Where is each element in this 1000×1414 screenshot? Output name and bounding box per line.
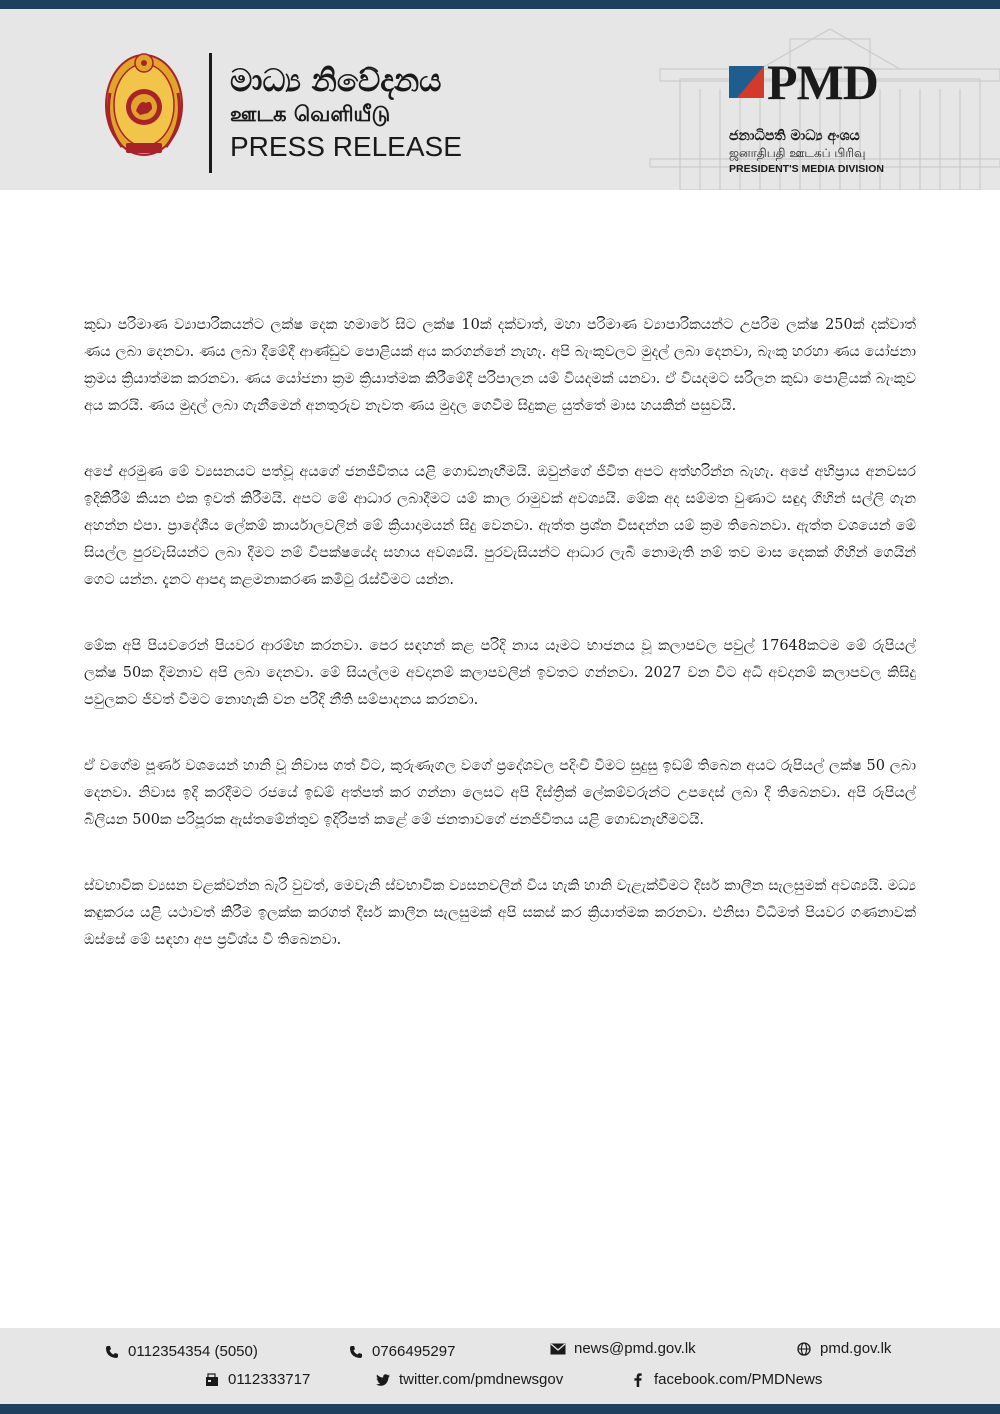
- facebook-link[interactable]: [630, 1371, 822, 1388]
- body-paragraph: අපේ අරමුණ මේ ව්‍යසනයට පත්වූ අයගේ ජනජීවිතය යළි ගොඩනැඟීමයි. ඔවුන්ගේ ජීවිත අපට අත්හරින්න බැහැ. අපේ අභිප්‍රාය අනවසර ඉදිකිරීම් කියන එක ඉවත් කිරීමයි. අපට මේ ආධාර ලබාදීමට යම් කාල රාමුවක් අවශ්‍යයි. මේක අද සම්මත වුණාට සඳුදා ගිහින් සල්ලි ගැන අහන්න එපා. ප්‍රාදේශීය ලේකම් කාර්යාලවලින් මේ ක්‍රියාදාමයන් සිදු වෙනවා. ඇත්ත ප්‍රශ්න විසඳන්න යම් ක්‍රම තිබෙනවා. ඇත්ත වශයෙන් මේ සියල්ල පුරවැසියන්ට ලබා දීමට නම් විපක්ෂයේද සහාය අවශ්‍යයි. පුරවැසියන්ට ආධාර ලැබී නොමැති නම් තව මාස දෙකක් ගිහින් ගෙයින් ගෙට යන්න. දැනට ආපදා කළමනාකරණ කමිටු රැස්වීමට යන්න.: [84, 464, 916, 588]
- letterhead: [0, 9, 1000, 190]
- bottom-accent-bar: [0, 1404, 1000, 1414]
- twitter-link[interactable]: [375, 1371, 563, 1388]
- phone-contact[interactable]: [104, 1343, 258, 1360]
- email-address: news@pmd.gov.lk: [574, 1340, 696, 1357]
- twitter-handle: twitter.com/pmdnewsgov: [399, 1371, 564, 1388]
- fax-number: 0112333717: [228, 1371, 311, 1388]
- mobile-number: 0766495297: [372, 1343, 456, 1360]
- press-release-body: [84, 312, 916, 993]
- pmd-logo-mark-icon: [729, 66, 764, 98]
- pmd-sinhala: ජනාධිපති මාධ්‍ය අංශය: [729, 128, 860, 144]
- title-sinhala: මාධ්‍ය නිවේදනය: [230, 63, 442, 99]
- fax-icon: [204, 1372, 220, 1388]
- body-paragraph: ස්වභාවික ව්‍යසන වළක්වන්න බැරි වුවත්, මෙවැනි ස්වභාවික ව්‍යසනවලින් විය හැකි හානි වැළැක්වීමට දීර්ඝ කාලීන සැලසුමක් අවශ්‍යයි. මධ්‍ය කඳුකරය යළි යථාවත් කිරීම ඉලක්ක කරගත් දීර්ඝ කාලීන සැලසුමක් අපි සකස් කර ක්‍රියාත්මක කරනවා. එනිසා විධිමත් පියවර ගණනාවක් ඔස්සේ මේ සඳහා අප ප්‍රවිශ්ය වී තිබෙනවා.: [84, 878, 916, 948]
- top-accent-bar: [0, 0, 1000, 9]
- pmd-tamil: ஜனாதிபதி ஊடகப் பிரிவு: [729, 146, 866, 160]
- fax-contact[interactable]: [204, 1371, 310, 1388]
- pmd-division-names: [729, 127, 884, 177]
- phone-icon: [348, 1344, 364, 1360]
- body-paragraph: කුඩා පරිමාණ ව්‍යාපාරිකයන්ට ලක්ෂ දෙක හමාරේ සිට ලක්ෂ 10ක් දක්වාත්, මහා පරිමාණ ව්‍යාපාරිකයන්ට උපරිම ලක්ෂ 250ක් දක්වාත් ණය ලබා දෙනවා. ණය ලබා දීමේදී ආණ්ඩුව පොළියක් අය කරගන්නේ නැහැ. අපි බැංකුවලට මුදල් ලබා දෙනවා, බැංකු හරහා ණය යෝජනා ක්‍රමය ක්‍රියාත්මක කරනවා. ණය යෝජනා ක්‍රම ක්‍රියාත්මක කිරීමේදී පරිපාලන යම් වියදමක් යනවා. ඒ වියදමට සරිලන කුඩා පොළියක් බැංකුව අය කරයි. ණය මුදල් ලබා ගැනීමෙන් අනතුරුව නැවත ණය මුදල ගෙවීම සිදුකළ යුත්තේ මාස හයකින් පසුවයි.: [84, 317, 916, 414]
- phone-icon: [104, 1344, 120, 1360]
- press-release-title: [230, 63, 462, 165]
- email-contact[interactable]: [550, 1340, 696, 1357]
- email-icon: [550, 1341, 566, 1357]
- website-contact[interactable]: [796, 1340, 891, 1357]
- facebook-icon: [630, 1372, 646, 1388]
- website-url: pmd.gov.lk: [820, 1340, 892, 1357]
- contact-footer: [0, 1328, 1000, 1404]
- mobile-contact[interactable]: [348, 1343, 455, 1360]
- title-english: PRESS RELEASE: [230, 131, 462, 162]
- pmd-logo-text: PMD: [767, 54, 878, 110]
- facebook-page: facebook.com/PMDNews: [654, 1371, 823, 1388]
- phone-number: 0112354354 (5050): [128, 1343, 258, 1360]
- pmd-english: PRESIDENT'S MEDIA DIVISION: [729, 163, 884, 175]
- body-paragraph: මේක අපි පියවරෙන් පියවර ආරම්භ කරනවා. පෙර සඳහන් කළ පරිදි නාය යෑමට භාජනය වූ කලාපවල පවුල් 17648කටම මේ රුපියල් ලක්ෂ 50ක දීමනාව අපි ලබා දෙනවා. මේ සියල්ලම අවදානම් කලාපවලින් ඉවතට ගන්නවා. 2027 වන විට අධි අවදානම් කලාපවල කිසිදු පවුලකට ජීවත් වීමට නොහැකි වන පරිදි නීති සම්පාදනය කරනවා.: [84, 638, 916, 708]
- twitter-icon: [375, 1372, 391, 1388]
- body-paragraph: ඒ වගේම පූර්ණ වශයෙන් හානි වූ නිවාස ගත් විට, කුරුණෑගල වගේ ප්‍රදේශවල පදිංචි වීමට සුදුසු ඉඩම් තිබෙන අයට රුපියල් ලක්ෂ 50 ලබා දෙනවා. නිවාස ඉදි කරදීමට රජයේ ඉඩම් අත්පත් කර ගන්නා ලෙසට අපි දිස්ත්‍රික් ලේකම්වරුන්ට උපදෙස් ලබා දී තිබෙනවා. අපි රුපියල් බිලියන 500ක පරිපූරක ඇස්තමේන්තුව ඉදිරිපත් කළේ මේ ජනතාවගේ ජනජීවිතය යළි ගොඩනැඟීමටයි.: [84, 758, 916, 828]
- sri-lanka-emblem-icon: [102, 43, 186, 161]
- title-tamil: ஊடக வெளியீடு: [230, 102, 391, 126]
- globe-icon: [796, 1341, 812, 1357]
- title-divider: [209, 53, 212, 173]
